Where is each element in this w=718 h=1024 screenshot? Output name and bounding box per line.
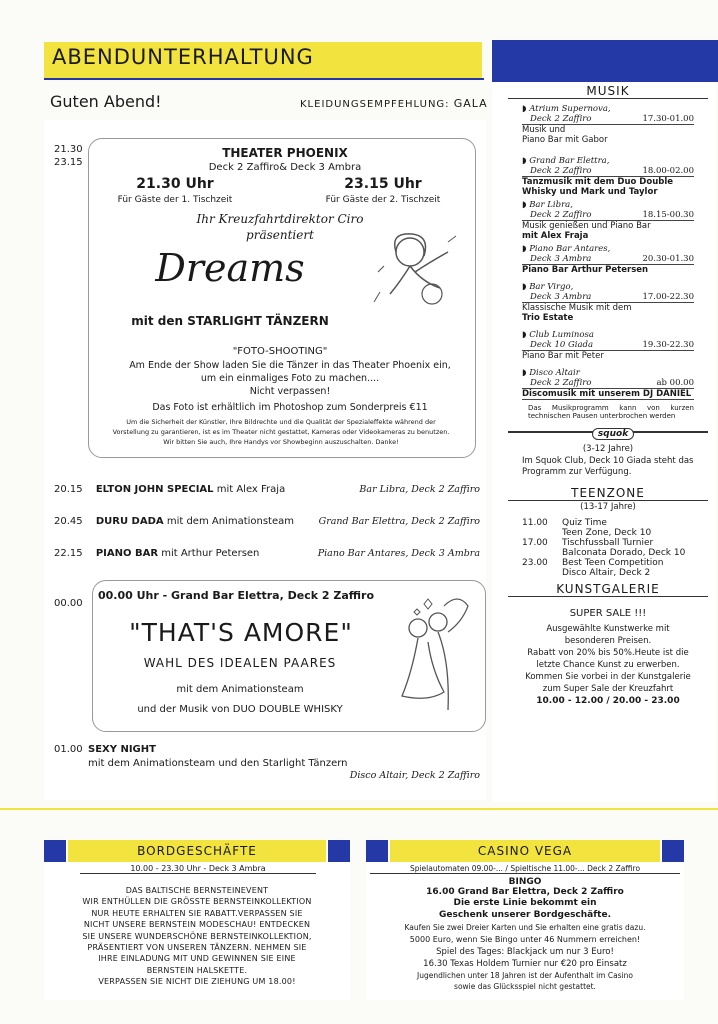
squok-age: (3-12 Jahre) [582, 444, 634, 454]
foto-title: "FOTO-SHOOTING" [232, 346, 328, 357]
musik-note: Das Musikprogramm kann von kurzen technischen Pausen unterbrochen werden [528, 404, 694, 420]
musik-desc: Piano Bar Arthur Petersen [522, 265, 649, 275]
dancer-illustration [370, 222, 460, 314]
musik-venue: Disco Altair [529, 368, 580, 378]
bord-blue-square [328, 840, 350, 862]
teen-place: Disco Altair, Deck 2 [562, 568, 651, 578]
musik-desc: Whisky und Mark und Taylor [522, 187, 658, 197]
sexy-title: SEXY NIGHT [88, 744, 156, 755]
musik-item [522, 244, 694, 275]
musik-deck: Deck 2 Zaffiro [530, 114, 592, 124]
teen-item [522, 558, 702, 578]
musik-venue: Piano Bar Antares, [529, 244, 611, 254]
musik-bullet-icon: ◗ [522, 368, 530, 378]
squok-line-1: Im Squok Club, Deck 10 Giada steht das [522, 456, 694, 466]
musik-deck: Deck 2 Zaffiro [530, 210, 592, 220]
amore-title: "THAT'S AMORE" [129, 618, 353, 647]
casino-bingo: BINGO [508, 877, 542, 887]
amore-subtitle: WAHL DES IDEALEN PAARES [143, 656, 337, 670]
squok-line-2: Programm zur Verfügung. [522, 467, 632, 477]
show-title: Dreams [155, 246, 305, 290]
event-time: 20.15 [54, 484, 83, 495]
disclaimer-line-1: Um die Sicherheit der Künstler, Ihre Bildrechte und die Qualität der Spezialeffekte während der [126, 418, 436, 426]
amore-line-2: und der Musik von DUO DOUBLE WHISKY [137, 704, 343, 715]
teen-item [522, 538, 702, 558]
event-title: DURU DADA [95, 516, 164, 527]
kunst-line-2: besonderen Preisen. [564, 636, 652, 646]
musik-item [522, 156, 694, 197]
show2-note: Für Gäste der 2. Tischzeit [325, 195, 441, 205]
musik-desc: Discomusik mit unserem DJ DANIEL [522, 389, 694, 400]
kunst-line-4: letzte Chance Kunst zu erwerben. [536, 660, 680, 670]
teen-time: 17.00 [522, 538, 548, 548]
right-header-bar [492, 40, 718, 82]
theater-time-2: 23.15 [54, 157, 83, 168]
musik-venue: Bar Virgo, [529, 282, 574, 292]
teenzone-age: (13-17 Jahre) [580, 502, 636, 512]
event-title: PIANO BAR [95, 548, 159, 559]
musik-item [522, 368, 694, 400]
page-title: ABENDUNTERHALTUNG [52, 45, 314, 69]
casino-line-3: Spiel des Tages: Blackjack um nur 3 Euro! [436, 947, 614, 957]
event-detail: mit dem Animationsteam [166, 516, 295, 527]
event-detail: mit Alex Fraja [216, 484, 286, 495]
musik-deck: Deck 2 Zaffiro [530, 166, 592, 176]
teen-title: Tischfussball Turnier [562, 538, 654, 548]
greeting: Guten Abend! [50, 92, 162, 111]
event-detail: mit Arthur Petersen [161, 548, 260, 559]
musik-time: 17.30-01.00 [642, 114, 694, 124]
musik-bullet-icon: ◗ [522, 156, 530, 166]
bord-line: SIE UNSERE WUNDERSCHÖNE BERNSTEINKOLLEKTION, [82, 931, 312, 941]
teen-title: Quiz Time [562, 518, 607, 528]
musik-venue: Bar Libra, [529, 200, 573, 210]
event-time: 20.45 [54, 516, 83, 527]
event-place: Grand Bar Elettra, Deck 2 Zaffiro [318, 516, 480, 527]
sexy-place: Disco Altair, Deck 2 Zaffiro [349, 770, 480, 781]
foto-line-2: um ein einmaliges Foto zu machen.... [200, 373, 380, 384]
casino-blue-square [662, 840, 684, 862]
kunst-title: KUNSTGALERIE [508, 582, 708, 597]
dress-code [300, 97, 488, 110]
casino-line-4: 16.30 Texas Holdem Turnier nur €20 pro Einsatz [423, 959, 627, 969]
casino-blue-square [366, 840, 388, 862]
casino-hours: Spielautomaten 09.00-... / Spieltische 11.00-... Deck 2 Zaffiro [370, 864, 680, 874]
kunst-line-3: Rabatt von 20% bis 50%.Heute ist die [527, 648, 689, 658]
casino-line-6: sowie das Glücksspiel nicht gestattet. [454, 982, 596, 991]
casino-bold-2: Geschenk unserer Bordgeschäfte. [439, 910, 611, 920]
musik-venue: Grand Bar Elettra, [529, 156, 610, 166]
musik-time: 19.30-22.30 [642, 340, 694, 350]
show1-time: 21.30 Uhr [136, 176, 214, 192]
musik-desc: Musik genießen und Piano Bar [522, 221, 651, 231]
musik-desc: Piano Bar mit Gabor [522, 135, 608, 145]
casino-title: CASINO VEGA [390, 840, 660, 862]
musik-time: ab 00.00 [656, 378, 694, 388]
musik-bullet-icon: ◗ [522, 330, 530, 340]
dress-code-label: KLEIDUNGSEMPFEHLUNG: [300, 99, 450, 110]
teen-item [522, 518, 702, 538]
theater-decks: Deck 2 Zaffiro& Deck 3 Ambra [208, 162, 362, 173]
event-row [54, 548, 482, 559]
musik-title: MUSIK [508, 84, 708, 99]
casino-line-2: 5000 Euro, wenn Sie Bingo unter 46 Nummern erreichen! [409, 935, 641, 944]
kunst-line-5: Kommen Sie vorbei in der Kunstgalerie [525, 672, 691, 682]
teenzone-title: TEENZONE [508, 486, 708, 501]
show2-time: 23.15 Uhr [344, 176, 422, 192]
theater-time-1: 21.30 [54, 144, 83, 155]
musik-deck: Deck 3 Ambra [530, 292, 592, 302]
bord-line: PRÄSENTIERT VON UNSEREN TÄNZERN. NEHMEN SIE [87, 943, 307, 953]
kunst-times: 10.00 - 12.00 / 20.00 - 23.00 [536, 696, 680, 706]
musik-deck: Deck 2 Zaffiro [530, 378, 592, 388]
show1-note: Für Gäste der 1. Tischzeit [117, 195, 233, 205]
musik-desc: Piano Bar mit Peter [522, 351, 604, 361]
foto-line-1: Am Ende der Show laden Sie die Tänzer in das Theater Phoenix ein, [129, 360, 451, 371]
bord-line: VERPASSEN SIE NICHT DIE ZIEHUNG UM 18.00! [98, 977, 296, 987]
kunst-line-1: Ausgewählte Kunstwerke mit [546, 624, 670, 634]
amore-header: 00.00 Uhr - Grand Bar Elettra, Deck 2 Zaffiro [97, 589, 374, 602]
disclaimer-line-2: Vorstellung zu garantieren, ist es im Theater nicht gestattet, Kameras oder Videokameras zu benutzen. [112, 428, 450, 436]
musik-deck: Deck 10 Giada [530, 340, 594, 350]
teen-place: Teen Zone, Deck 10 [562, 528, 652, 538]
bord-hours: 10.00 - 23.30 Uhr - Deck 3 Ambra [80, 864, 316, 874]
musik-desc: Trio Estate [522, 313, 574, 323]
musik-venue: Atrium Supernova, [529, 104, 611, 114]
event-time: 22.15 [54, 548, 83, 559]
bord-title: BORDGESCHÄFTE [68, 840, 326, 862]
event-row [54, 516, 482, 527]
kunst-line-6: zum Super Sale der Kreuzfahrt [542, 684, 674, 694]
teen-time: 23.00 [522, 558, 548, 568]
bord-line: WIR ENTHÜLLEN DIE GRÖSSTE BERNSTEINKOLLEKTION [82, 897, 312, 907]
event-row [54, 484, 482, 495]
musik-desc: mit Alex Fraja [522, 231, 589, 241]
teen-title: Best Teen Competition [562, 558, 664, 568]
couple-illustration [388, 592, 474, 722]
event-place: Piano Bar Antares, Deck 3 Ambra [317, 548, 480, 559]
musik-bullet-icon: ◗ [522, 104, 530, 114]
disclaimer-line-3: Wir bitten Sie auch, Ihre Handys vor Showbeginn auszuschalten. Danke! [163, 438, 399, 446]
musik-desc: Tanzmusik mit dem Duo Double [522, 177, 674, 187]
event-title: ELTON JOHN SPECIAL [95, 484, 214, 495]
amore-line-1: mit dem Animationsteam [176, 684, 304, 695]
bord-line: BERNSTEIN HALSKETTE. [146, 965, 248, 975]
squok-logo: squok [592, 428, 634, 440]
casino-line-1: Kaufen Sie zwei Dreier Karten und Sie erhalten eine gratis dazu. [404, 923, 646, 932]
casino-line-5: Jugendlichen unter 18 Jahren ist der Aufenthalt im Casino [416, 971, 634, 980]
event-place: Bar Libra, Deck 2 Zaffiro [359, 484, 480, 495]
header-banner [44, 42, 482, 78]
divider-rule [0, 808, 718, 810]
amore-time: 00.00 [54, 598, 83, 609]
kunst-sale: SUPER SALE !!! [569, 608, 647, 619]
presenter-line-1: Ihr Kreuzfahrtdirektor Ciro [196, 212, 364, 226]
musik-time: 18.00-02.00 [642, 166, 694, 176]
presenter-line-2: präsentiert [246, 228, 314, 242]
musik-bullet-icon: ◗ [522, 282, 530, 292]
casino-bingo-line: 16.00 Grand Bar Elettra, Deck 2 Zaffiro [426, 887, 624, 897]
musik-deck: Deck 3 Ambra [530, 254, 592, 264]
bord-blue-square [44, 840, 66, 862]
musik-item [522, 104, 694, 145]
musik-venue: Club Luminosa [529, 330, 594, 340]
bord-text [48, 885, 346, 988]
musik-item [522, 200, 694, 241]
musik-desc: Klassische Musik mit dem [522, 303, 632, 313]
teen-time: 11.00 [522, 518, 548, 528]
bord-line: NICHT UNSERE BERNSTEIN MODESCHAU! ENTDECKEN [83, 920, 311, 930]
sexy-line: mit dem Animationsteam und den Starlight Tänzern [88, 758, 348, 769]
theater-venue: THEATER PHOENIX [222, 146, 348, 160]
dress-code-value: GALA [453, 97, 488, 110]
musik-item [522, 282, 694, 323]
dancers-line: mit den STARLIGHT TÄNZERN [131, 314, 329, 328]
header-rule [44, 78, 484, 80]
foto-line-3: Nicht verpassen! [249, 386, 331, 397]
musik-time: 20.30-01.30 [642, 254, 694, 264]
casino-bold-1: Die erste Linie bekommt ein [453, 898, 597, 908]
bord-line: IHRE EINLADUNG MIT UND GEWINNEN SIE EINE [98, 954, 296, 964]
bord-line: DAS BALTISCHE BERNSTEINEVENT [125, 886, 269, 895]
teen-place: Balconata Dorado, Deck 10 [562, 548, 686, 558]
musik-time: 18.15-00.30 [642, 210, 694, 220]
musik-desc: Musik und [522, 125, 566, 135]
foto-price: Das Foto ist erhältlich im Photoshop zum Sonderpreis €11 [152, 402, 428, 413]
musik-item [522, 330, 694, 361]
musik-bullet-icon: ◗ [522, 244, 530, 254]
sexy-time: 01.00 [54, 744, 83, 755]
musik-bullet-icon: ◗ [522, 200, 530, 210]
musik-time: 17.00-22.30 [642, 292, 694, 302]
bord-line: NUR HEUTE ERHALTEN SIE RABATT.VERPASSEN SIE [91, 908, 303, 918]
